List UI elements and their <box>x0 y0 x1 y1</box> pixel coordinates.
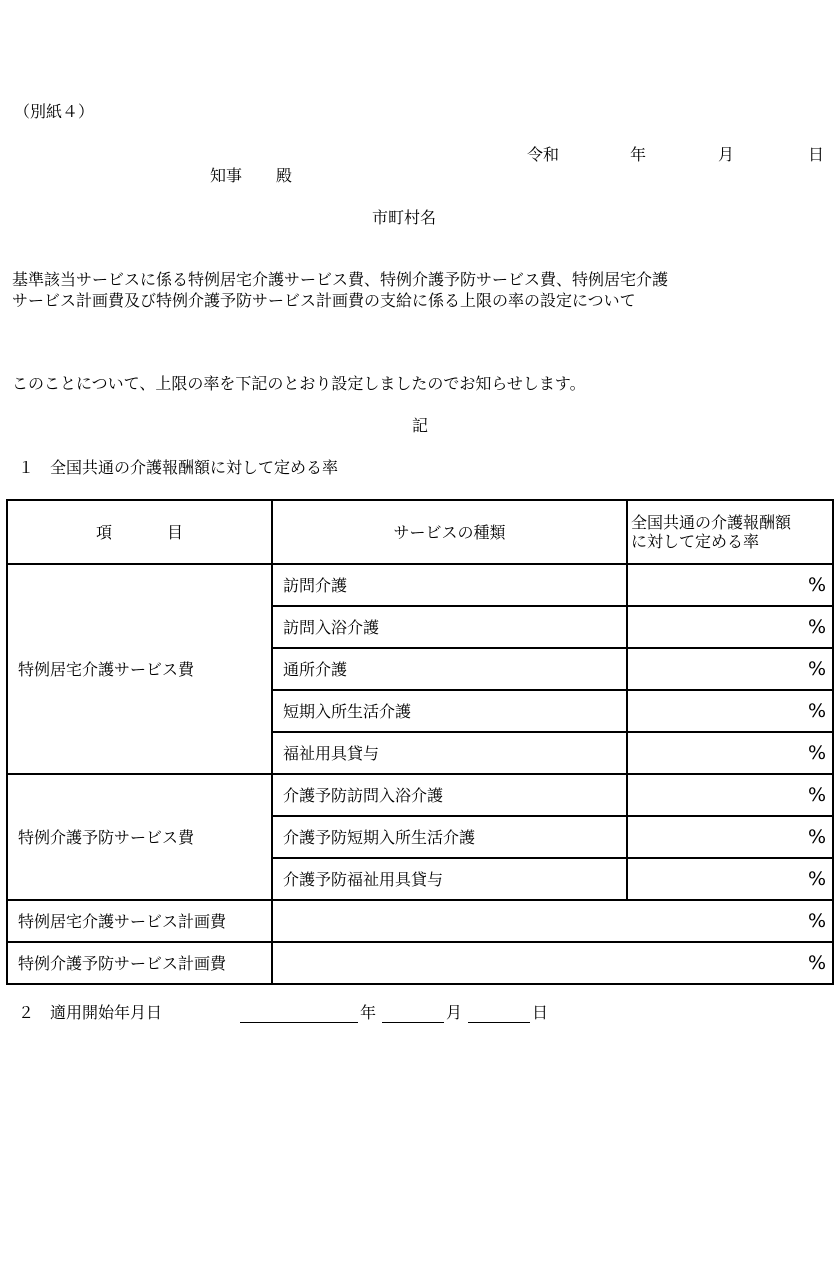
table-row <box>7 774 833 816</box>
table-row <box>7 942 833 984</box>
service-name: 通所介護 <box>272 648 627 690</box>
header-item-a: 項 <box>95 522 112 542</box>
percent-sign: % <box>807 573 826 596</box>
addressee-honorific: 殿 <box>276 166 293 185</box>
service-name: 福祉用具貸与 <box>272 732 627 774</box>
date-year-label: 年 <box>630 145 647 164</box>
table-header-row <box>7 500 833 564</box>
date-month-label: 月 <box>718 145 735 164</box>
rate-cell[interactable] <box>272 900 833 942</box>
percent-sign: % <box>807 615 826 638</box>
rate-cell[interactable] <box>627 774 833 816</box>
percent-sign: % <box>807 783 826 806</box>
notice-text: このことについて、上限の率を下記のとおり設定しましたのでお知らせします。 <box>12 374 586 393</box>
header-rate <box>627 500 833 564</box>
table-row <box>7 564 833 606</box>
header-item <box>7 500 272 564</box>
section2-label: ２ 適用開始年月日 <box>18 1003 163 1022</box>
percent-sign: % <box>807 825 826 848</box>
rate-cell[interactable] <box>627 690 833 732</box>
service-name: 介護予防福祉用具貸与 <box>272 858 627 900</box>
start-day-field[interactable] <box>468 1005 530 1023</box>
plan-label-prevention: 特例介護予防サービス計画費 <box>7 942 272 984</box>
rate-cell[interactable] <box>627 606 833 648</box>
date-day-label: 日 <box>808 145 825 164</box>
percent-sign: % <box>807 909 826 932</box>
rate-cell[interactable] <box>627 648 833 690</box>
group-label-home-care: 特例居宅介護サービス費 <box>7 564 272 774</box>
percent-sign: % <box>807 951 826 974</box>
section2-start-date <box>18 1003 548 1023</box>
start-year-field[interactable] <box>240 1005 358 1023</box>
subject-line-2: サービス計画費及び特例介護予防サービス計画費の支給に係る上限の率の設定について <box>12 291 636 310</box>
rate-cell[interactable] <box>627 858 833 900</box>
percent-sign: % <box>807 867 826 890</box>
addressee-title: 知事 <box>210 166 243 185</box>
table-row <box>7 900 833 942</box>
date-era: 令和 <box>527 145 560 164</box>
rate-cell[interactable] <box>627 816 833 858</box>
header-service-type: サービスの種類 <box>272 500 627 564</box>
municipality-name: 市町村名 <box>372 208 437 227</box>
ki-heading: 記 <box>412 416 429 435</box>
service-name: 訪問介護 <box>272 564 627 606</box>
percent-sign: % <box>807 699 826 722</box>
plan-label-home-care: 特例居宅介護サービス計画費 <box>7 900 272 942</box>
start-month-label: 月 <box>446 1003 463 1022</box>
rate-cell[interactable] <box>627 564 833 606</box>
percent-sign: % <box>807 657 826 680</box>
rate-cell[interactable] <box>627 732 833 774</box>
percent-sign: % <box>807 741 826 764</box>
section1-heading: １ 全国共通の介護報酬額に対して定める率 <box>18 458 339 477</box>
annex-label: （別紙４） <box>14 102 95 121</box>
service-name: 介護予防短期入所生活介護 <box>272 816 627 858</box>
header-rate-line-1: 全国共通の介護報酬額 <box>631 513 792 532</box>
service-name: 短期入所生活介護 <box>272 690 627 732</box>
subject-line-1: 基準該当サービスに係る特例居宅介護サービス費、特例介護予防サービス費、特例居宅介護 <box>12 270 669 289</box>
rates-table <box>6 499 834 985</box>
service-name: 訪問入浴介護 <box>272 606 627 648</box>
start-month-field[interactable] <box>382 1005 444 1023</box>
start-day-label: 日 <box>532 1003 549 1022</box>
start-year-label: 年 <box>360 1003 377 1022</box>
group-label-prevention: 特例介護予防サービス費 <box>7 774 272 900</box>
rate-cell[interactable] <box>272 942 833 984</box>
service-name: 介護予防訪問入浴介護 <box>272 774 627 816</box>
header-rate-line-2: に対して定める率 <box>631 532 760 551</box>
header-item-b: 目 <box>167 522 184 542</box>
